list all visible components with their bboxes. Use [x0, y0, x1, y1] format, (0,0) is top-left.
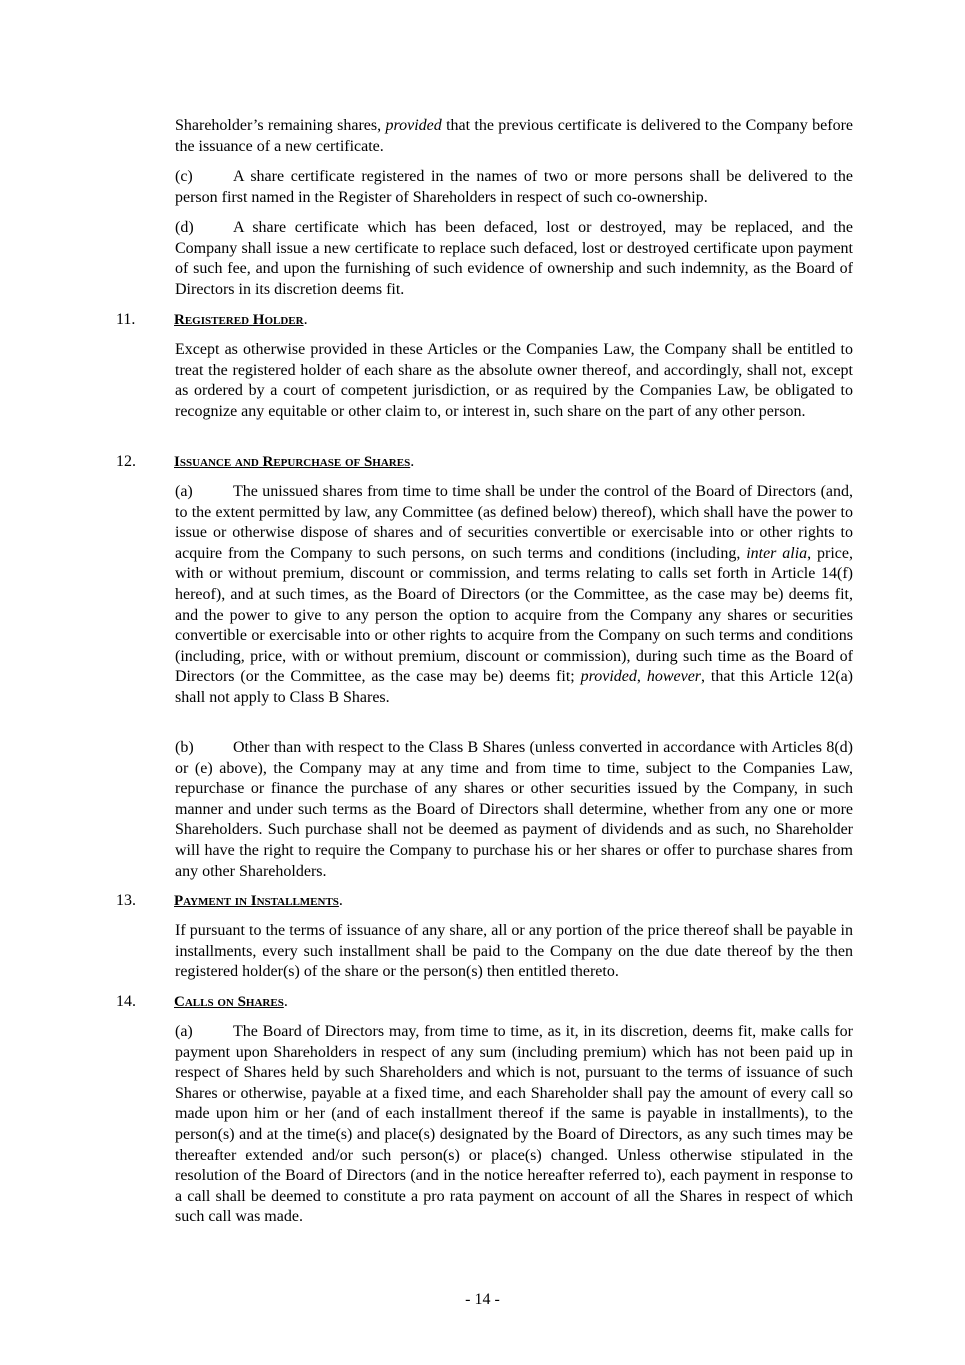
section-heading-13 [116, 891, 856, 912]
section-number: 12. [116, 453, 136, 470]
section-title-period: . [338, 892, 343, 909]
paragraph-text: that the previous certificate is delivered to the Company before the issuance of a new certificate. [175, 117, 853, 155]
paragraph-text: Except as otherwise provided in these Articles or the Companies Law, the Company shall be entitled to treat the registered holder of each share as the absolute owner thereof, and accordingly, shall not, except as ordered by a court of competent jurisdiction, or as required by the Companies Law, be obligated to recognize any equitable or other claim to, or interest in, such share on the part of any other person. [175, 341, 853, 420]
emphasis-text: however [646, 668, 702, 686]
emphasis-text: provided [385, 117, 442, 134]
section-number: 14. [116, 993, 136, 1010]
section-title [174, 891, 343, 912]
section-title-text: Issuance and Repurchase of Shares [174, 454, 411, 470]
section-title [174, 992, 288, 1013]
subparagraph-label: (b) [175, 739, 194, 756]
section-number: 11. [116, 311, 136, 328]
paragraph-continued [175, 116, 853, 157]
section-title [174, 452, 414, 473]
paragraph-text: , price, with or without premium, discount or commission, and terms relating to calls set forth in Article 14(f) hereof), and at such times, as the Board of Directors (or the Committee, as the case may be) deems fit, and the power to give to any person the option to acquire from the Company any shares or securities convertible or exercisable into or other rights to acquire from the Company on such terms and conditions (including, price, with or without premium, discount or commission), during such time as the Board of Directors (or the Committee, as the case may be) deems fit; [175, 544, 853, 686]
paragraph-text: If pursuant to the terms of issuance of any share, all or any portion of the price thereof shall be payable in installments, every such installment shall be paid to the Company on the due date thereof by the then registered holder(s) of the share or the person(s) then entitled thereto. [175, 922, 853, 981]
section-title-text: Payment in Installments [174, 893, 339, 909]
paragraph-text: Shareholder’s remaining shares, [175, 117, 386, 134]
emphasis-text: inter alia [746, 544, 808, 562]
section-title-period: . [303, 311, 308, 328]
paragraph-d [175, 218, 853, 300]
subparagraph-label: (a) [175, 483, 193, 500]
section-title-period: . [283, 993, 288, 1010]
section-11-body [175, 340, 853, 422]
section-12-a [175, 482, 853, 709]
paragraph-text: The unissued shares from time to time shall be under the control of the Board of Directors (and, to the extent permitted by law, any Committee (as defined below) thereof), which shall have the power to issue or otherwise dispose of shares and of securities convertible or exercisable into or other rights to acquire from the Company to such persons, on such terms and conditions (including, [175, 483, 853, 562]
paragraph-text: The Board of Directors may, from time to time, as it, in its discretion, deems fit, make calls for payment upon Shareholders in respect of any sum (including premium) which has not been paid up in respect of Shares held by such Shareholders and which is not, pursuant to the terms of issuance of such Shares or otherwise, payable at a fixed time, and each Shareholder shall pay the amount of every call so made upon him or her (and of each installment thereof if the same is payable in installments), to the person(s) and at the time(s) and place(s) designated by the Board of Directors, as any such times may be thereafter extended and/or such person(s) or place(s) changed. Unless otherwise stipulated in the resolution of the Board of Directors (and in the notice hereafter referred to), each payment in response to a call shall be deemed to constitute a pro rata payment on account of all the Shares in respect of which such call was made. [175, 1023, 853, 1226]
section-title-period: . [410, 453, 415, 470]
subparagraph-label: (c) [175, 168, 193, 185]
subparagraph-label: (d) [175, 219, 194, 236]
section-14-a [175, 1022, 853, 1228]
paragraph-text: Other than with respect to the Class B Shares (unless converted in accordance with Articles 8(d) or (e) above), the Company may at any time and from time to time, subject to the Companies Law, repurchase or finance the purchase of any shares or other securities issued by the Company, in such manner and under such terms as the Board of Directors shall determine, whether from any one or more Shareholders. Such purchase shall not be deemed as payment of dividends and as such, no Shareholder will have the right to require the Company to purchase his or her shares or offer to purchase shares from any other Shareholders. [175, 739, 853, 880]
section-heading-12 [116, 452, 856, 473]
paragraph-text: A share certificate which has been defaced, lost or destroyed, may be replaced, and the Company shall issue a new certificate to replace such defaced, lost or destroyed certificate upon payment of such fee, and upon the furnishing of such evidence of ownership and such indemnity, as the Board of Directors in its discretion deems fit. [175, 219, 853, 298]
paragraph-text: , [636, 668, 647, 686]
section-title [174, 310, 308, 331]
section-title-text: Registered Holder [174, 312, 304, 328]
subparagraph-label: (a) [175, 1023, 193, 1040]
paragraph-c [175, 167, 853, 208]
section-title-text: Calls on Shares [174, 994, 284, 1010]
section-12-b [175, 738, 853, 882]
emphasis-text: provided [580, 668, 637, 686]
section-heading-11 [116, 310, 856, 331]
section-heading-14 [116, 992, 856, 1013]
page-number: - 14 - [465, 1291, 500, 1308]
section-13-body [175, 921, 853, 983]
paragraph-text: A share certificate registered in the names of two or more persons shall be delivered to the person first named in the Register of Shareholders in respect of such co-ownership. [175, 168, 853, 206]
paragraph-text: , that this Article 12(a) shall not apply to Class B Shares. [175, 668, 854, 706]
section-number: 13. [116, 892, 136, 909]
